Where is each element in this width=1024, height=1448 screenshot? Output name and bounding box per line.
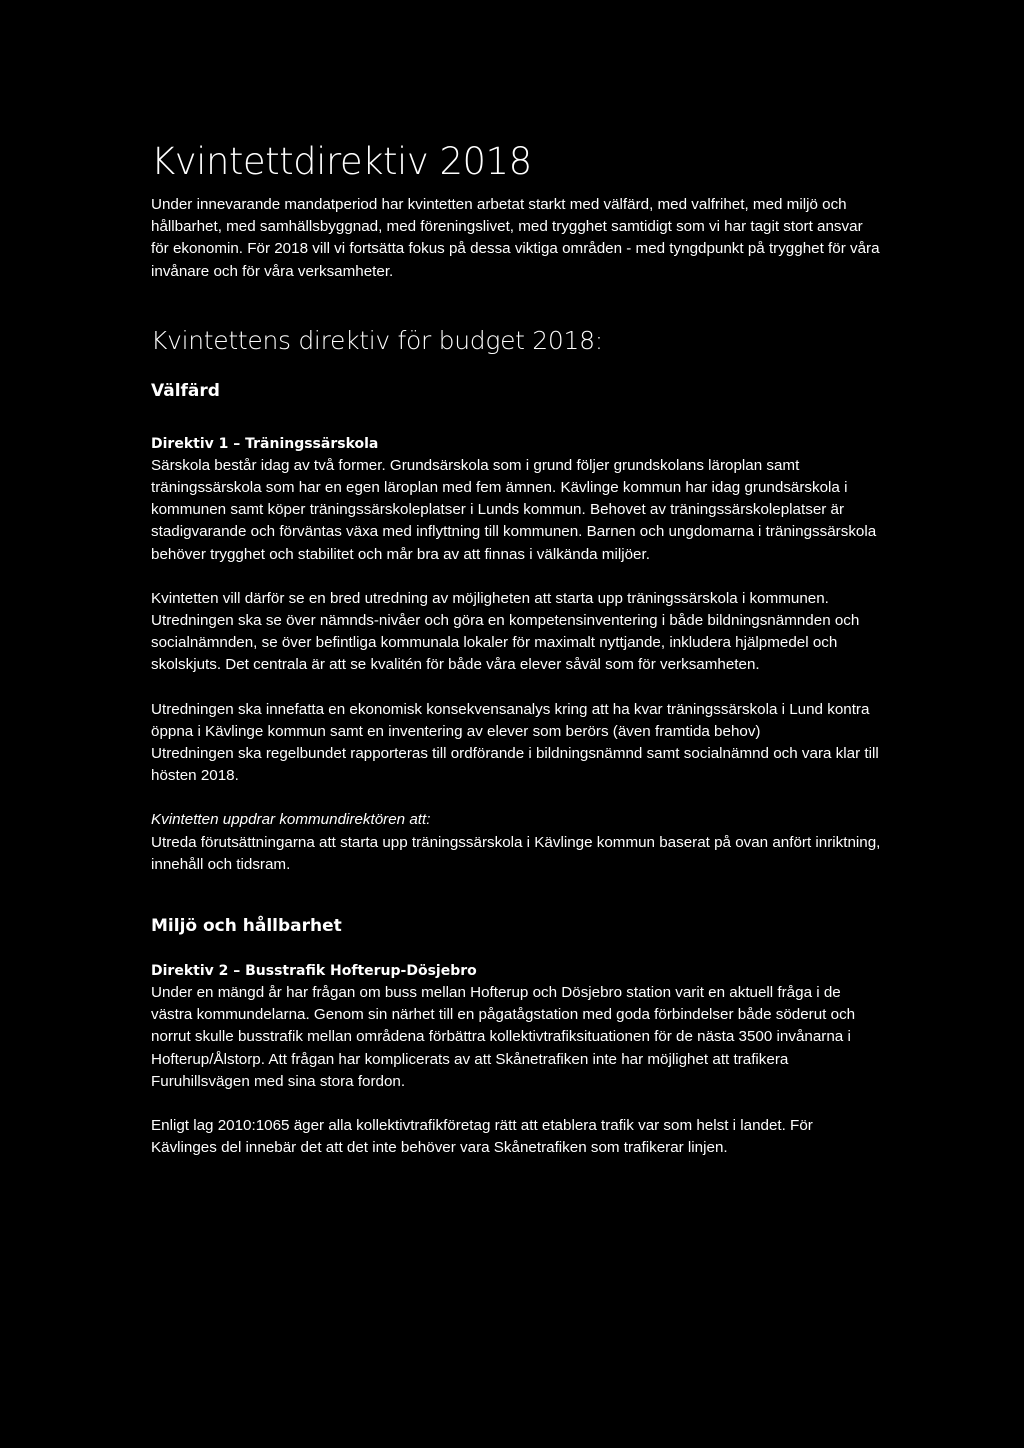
section-miljo — [151, 914, 881, 1159]
budget-subtitle: Kvintettens direktiv för budget 2018: — [151, 325, 603, 355]
paragraph: Enligt lag 2010:1065 äger alla kollektivtrafikföretag rätt att etablera trafik var som helst i landet. För Kävlinges del innebär det att det inte behöver vara Skånetrafiken som trafikerar linjen. — [151, 1117, 813, 1157]
directive-heading: Direktiv 1 – Träningssärskola — [151, 435, 379, 452]
commission-label: Kvintetten uppdrar kommundirektören att: — [151, 811, 431, 829]
paragraph: Särskola består idag av två former. Grundsärskola som i grund följer grundskolans läroplan samt träningssärskola som har en egen läroplan med fem ämnen. Kävlinge kommun har idag grundsärskola i kommunen samt köper träningssärskoleplatser i Lunds kommun. Behovet av träningssärskoleplatser är stadigvarande och förväntas växa med inflyttning till kommunen. Barnen och ungdomarna i träningssärskola behöver trygghet och stabilitet och mår bra av att finnas i välkända miljöer. — [151, 456, 877, 563]
section-valfard — [151, 379, 881, 876]
section-heading: Välfärd — [151, 380, 220, 401]
directive-heading: Direktiv 2 – Busstrafik Hofterup-Dösjebro — [151, 963, 477, 980]
paragraph: Kvintetten vill därför se en bred utredning av möjligheten att starta upp träningssärskola i kommunen. Utredningen ska se över nämnds-nivåer och göra en kompetensinventering i både bildningsnämnden och socialnämnden, se över befintliga kommunala lokaler för maximalt nyttjande, inkludera hjälpmedel och skolskjuts. Det centrala är att se kvalitén för både våra elever såväl som för verksamheten. — [151, 589, 860, 674]
paragraph: Under en mängd år har frågan om buss mellan Hofterup och Dösjebro station varit en aktuell fråga i de västra kommundelarna. Genom sin närhet till en pågatågstation med goda förbindelser både söderut och norrut skulle busstrafik mellan områdena förbättra kollektivtrafiksituationen för de nästa 3500 invånarna i Hofterup/Ålstorp. Att frågan har komplicerats av att Skånetrafiken inte har möjlighet att trafikera Furuhillsvägen med sina stora fordon. — [151, 984, 856, 1090]
document-page — [151, 140, 881, 1159]
paragraph: Utredningen ska innefatta en ekonomisk konsekvensanalys kring att ha kvar träningssärskola i Lund kontra öppna i Kävlinge kommun samt en inventering av elever som berörs (även framtida behov) — [151, 700, 870, 740]
section-heading: Miljö och hållbarhet — [151, 916, 342, 937]
document-title: Kvintettdirektiv 2018 — [151, 140, 532, 183]
intro-paragraph: Under innevarande mandatperiod har kvintetten arbetat starkt med välfärd, med valfrihet, med miljö och hållbarhet, med samhällsbyggnad, med föreningslivet, med trygghet samtidigt som vi har tagit stort ansvar för ekonomin. För 2018 vill vi fortsätta fokus på dessa viktiga områden - med tyngdpunkt på trygghet för våra invånare och för våra verksamheter. — [151, 196, 880, 280]
commission-text: Utreda förutsättningarna att starta upp träningssärskola i Kävlinge kommun baserat på ovan anfört inriktning, innehåll och tidsram. — [151, 833, 881, 873]
paragraph: Utredningen ska regelbundet rapporteras till ordförande i bildningsnämnd samt socialnämnd och vara klar till hösten 2018. — [151, 745, 879, 785]
